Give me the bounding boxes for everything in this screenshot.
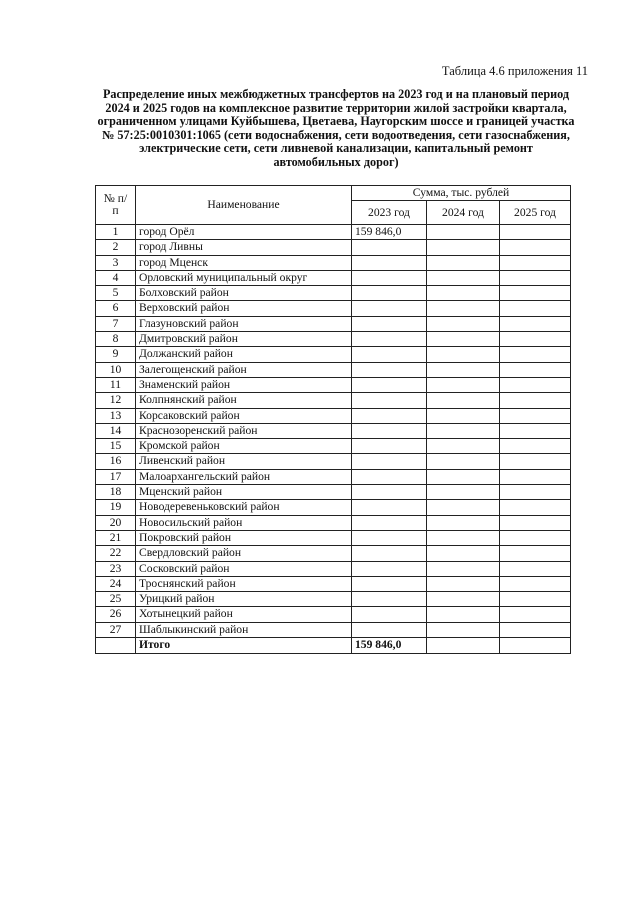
row-value-2025 bbox=[500, 500, 571, 515]
header-name: Наименование bbox=[136, 186, 352, 225]
transfers-table bbox=[95, 185, 571, 654]
row-value-2025 bbox=[500, 469, 571, 484]
row-value-2024 bbox=[427, 546, 500, 561]
row-value-2024 bbox=[427, 240, 500, 255]
row-value-2025 bbox=[500, 225, 571, 240]
row-value-2023 bbox=[352, 286, 427, 301]
table-row bbox=[96, 546, 571, 561]
row-name: Кромской район bbox=[136, 439, 352, 454]
row-value-2025 bbox=[500, 362, 571, 377]
row-name: Троснянский район bbox=[136, 576, 352, 591]
row-number: 23 bbox=[96, 561, 136, 576]
row-name: Колпнянский район bbox=[136, 393, 352, 408]
row-number: 12 bbox=[96, 393, 136, 408]
row-number: 17 bbox=[96, 469, 136, 484]
total-value-2025 bbox=[500, 638, 571, 654]
row-number: 8 bbox=[96, 332, 136, 347]
row-value-2023 bbox=[352, 423, 427, 438]
row-value-2025 bbox=[500, 561, 571, 576]
row-number: 21 bbox=[96, 530, 136, 545]
title-line: Распределение иных межбюджетных трансфертов на 2023 год и на плановый период bbox=[102, 87, 570, 101]
row-value-2025 bbox=[500, 301, 571, 316]
row-name: Орловский муниципальный округ bbox=[136, 270, 352, 285]
table-row bbox=[96, 362, 571, 377]
row-number: 7 bbox=[96, 316, 136, 331]
row-number: 1 bbox=[96, 225, 136, 240]
table-row bbox=[96, 286, 571, 301]
row-value-2025 bbox=[500, 408, 571, 423]
row-value-2023 bbox=[352, 439, 427, 454]
row-value-2023 bbox=[352, 408, 427, 423]
row-value-2023 bbox=[352, 301, 427, 316]
row-number: 14 bbox=[96, 423, 136, 438]
row-name: Глазуновский район bbox=[136, 316, 352, 331]
row-value-2023 bbox=[352, 454, 427, 469]
row-value-2023 bbox=[352, 530, 427, 545]
row-name: Болховский район bbox=[136, 286, 352, 301]
row-name: Урицкий район bbox=[136, 592, 352, 607]
row-value-2024 bbox=[427, 255, 500, 270]
row-value-2024 bbox=[427, 423, 500, 438]
row-number: 24 bbox=[96, 576, 136, 591]
table-row bbox=[96, 255, 571, 270]
table-row bbox=[96, 500, 571, 515]
row-value-2024 bbox=[427, 607, 500, 622]
row-value-2023 bbox=[352, 240, 427, 255]
row-value-2024 bbox=[427, 454, 500, 469]
row-value-2024 bbox=[427, 515, 500, 530]
table-row bbox=[96, 485, 571, 500]
header-2024: 2024 год bbox=[427, 201, 500, 225]
table-row bbox=[96, 316, 571, 331]
table-row bbox=[96, 561, 571, 576]
row-number: 2 bbox=[96, 240, 136, 255]
document-title bbox=[82, 88, 590, 170]
row-number: 15 bbox=[96, 439, 136, 454]
row-value-2023 bbox=[352, 576, 427, 591]
row-name: Корсаковский район bbox=[136, 408, 352, 423]
table-row bbox=[96, 530, 571, 545]
row-value-2024 bbox=[427, 500, 500, 515]
row-value-2025 bbox=[500, 576, 571, 591]
row-value-2025 bbox=[500, 439, 571, 454]
row-value-2025 bbox=[500, 592, 571, 607]
row-value-2023 bbox=[352, 270, 427, 285]
row-value-2024 bbox=[427, 225, 500, 240]
row-value-2025 bbox=[500, 485, 571, 500]
row-name: Новосильский район bbox=[136, 515, 352, 530]
table-row bbox=[96, 377, 571, 392]
row-value-2025 bbox=[500, 255, 571, 270]
row-name: Верховский район bbox=[136, 301, 352, 316]
table-row bbox=[96, 592, 571, 607]
total-row bbox=[96, 638, 571, 654]
table-row bbox=[96, 469, 571, 484]
table-row bbox=[96, 515, 571, 530]
row-value-2024 bbox=[427, 393, 500, 408]
row-value-2023 bbox=[352, 622, 427, 637]
row-name: Малоархангельский район bbox=[136, 469, 352, 484]
row-name: Залегощенский район bbox=[136, 362, 352, 377]
row-value-2024 bbox=[427, 622, 500, 637]
row-number: 18 bbox=[96, 485, 136, 500]
row-value-2024 bbox=[427, 301, 500, 316]
row-value-2024 bbox=[427, 270, 500, 285]
row-value-2023 bbox=[352, 332, 427, 347]
row-value-2023 bbox=[352, 469, 427, 484]
title-line: электрические сети, сети ливневой канализации, капитальный ремонт bbox=[139, 141, 533, 156]
row-name: Знаменский район bbox=[136, 377, 352, 392]
row-name: Дмитровский район bbox=[136, 332, 352, 347]
table-reference: Таблица 4.6 приложения 11 bbox=[441, 64, 588, 78]
row-value-2025 bbox=[500, 270, 571, 285]
row-name: Должанский район bbox=[136, 347, 352, 362]
row-value-2024 bbox=[427, 286, 500, 301]
row-name: Шаблыкинский район bbox=[136, 622, 352, 637]
title-line: ограниченном улицами Куйбышева, Цветаева, Наугорским шоссе и границей участка bbox=[97, 114, 575, 129]
row-value-2023 bbox=[352, 485, 427, 500]
row-name: Хотынецкий район bbox=[136, 607, 352, 622]
row-value-2023 bbox=[352, 561, 427, 576]
header-2023: 2023 год bbox=[352, 201, 427, 225]
row-value-2025 bbox=[500, 347, 571, 362]
header-num: № п/п bbox=[96, 186, 136, 225]
row-value-2024 bbox=[427, 408, 500, 423]
row-number: 3 bbox=[96, 255, 136, 270]
row-number: 13 bbox=[96, 408, 136, 423]
title-line: 2024 и 2025 годов на комплексное развитие территории жилой застройки квартала, bbox=[105, 100, 567, 115]
row-value-2024 bbox=[427, 561, 500, 576]
row-value-2024 bbox=[427, 485, 500, 500]
total-num-cell bbox=[96, 638, 136, 654]
header-sum: Сумма, тыс. рублей bbox=[352, 186, 571, 201]
row-name: Ливенский район bbox=[136, 454, 352, 469]
row-value-2024 bbox=[427, 530, 500, 545]
row-value-2023 bbox=[352, 393, 427, 408]
row-name: Сосковский район bbox=[136, 561, 352, 576]
row-value-2024 bbox=[427, 377, 500, 392]
title-line: № 57:25:0010301:1065 (сети водоснабжения, сети водоотведения, сети газоснабжения, bbox=[102, 127, 570, 142]
row-number: 11 bbox=[96, 377, 136, 392]
row-name: город Орёл bbox=[136, 225, 352, 240]
row-value-2025 bbox=[500, 332, 571, 347]
row-value-2023 bbox=[352, 515, 427, 530]
table-row bbox=[96, 347, 571, 362]
row-number: 19 bbox=[96, 500, 136, 515]
row-value-2024 bbox=[427, 439, 500, 454]
row-value-2025 bbox=[500, 515, 571, 530]
table-row bbox=[96, 270, 571, 285]
row-name: город Мценск bbox=[136, 255, 352, 270]
row-value-2024 bbox=[427, 332, 500, 347]
row-value-2023 bbox=[352, 500, 427, 515]
row-value-2023 bbox=[352, 362, 427, 377]
total-label: Итого bbox=[136, 638, 352, 654]
table-row bbox=[96, 423, 571, 438]
table-row bbox=[96, 607, 571, 622]
row-number: 5 bbox=[96, 286, 136, 301]
row-value-2023 bbox=[352, 607, 427, 622]
total-value-2023: 159 846,0 bbox=[352, 638, 427, 654]
row-number: 25 bbox=[96, 592, 136, 607]
row-value-2025 bbox=[500, 622, 571, 637]
table-row bbox=[96, 393, 571, 408]
row-name: Мценский район bbox=[136, 485, 352, 500]
row-value-2025 bbox=[500, 607, 571, 622]
row-value-2023 bbox=[352, 377, 427, 392]
row-value-2023 bbox=[352, 255, 427, 270]
header-2025: 2025 год bbox=[500, 201, 571, 225]
row-number: 4 bbox=[96, 270, 136, 285]
row-value-2025 bbox=[500, 316, 571, 331]
row-value-2023 bbox=[352, 546, 427, 561]
row-value-2024 bbox=[427, 316, 500, 331]
row-value-2023: 159 846,0 bbox=[352, 225, 427, 240]
row-value-2025 bbox=[500, 393, 571, 408]
table-row bbox=[96, 408, 571, 423]
row-number: 9 bbox=[96, 347, 136, 362]
row-name: Краснозоренский район bbox=[136, 423, 352, 438]
row-value-2024 bbox=[427, 347, 500, 362]
row-value-2025 bbox=[500, 454, 571, 469]
row-value-2023 bbox=[352, 347, 427, 362]
row-name: Новодеревеньковский район bbox=[136, 500, 352, 515]
row-value-2025 bbox=[500, 530, 571, 545]
row-value-2025 bbox=[500, 546, 571, 561]
row-name: город Ливны bbox=[136, 240, 352, 255]
row-value-2025 bbox=[500, 286, 571, 301]
row-value-2024 bbox=[427, 362, 500, 377]
row-value-2024 bbox=[427, 469, 500, 484]
row-value-2025 bbox=[500, 423, 571, 438]
row-number: 20 bbox=[96, 515, 136, 530]
row-number: 10 bbox=[96, 362, 136, 377]
table-row bbox=[96, 576, 571, 591]
row-value-2023 bbox=[352, 592, 427, 607]
table-row bbox=[96, 439, 571, 454]
row-number: 26 bbox=[96, 607, 136, 622]
row-number: 27 bbox=[96, 622, 136, 637]
title-line: автомобильных дорог) bbox=[273, 154, 399, 169]
row-value-2025 bbox=[500, 240, 571, 255]
table-row bbox=[96, 622, 571, 637]
row-number: 16 bbox=[96, 454, 136, 469]
row-value-2025 bbox=[500, 377, 571, 392]
table-row bbox=[96, 225, 571, 240]
table-body bbox=[96, 225, 571, 654]
total-value-2024 bbox=[427, 638, 500, 654]
row-number: 6 bbox=[96, 301, 136, 316]
row-value-2023 bbox=[352, 316, 427, 331]
row-number: 22 bbox=[96, 546, 136, 561]
table-row bbox=[96, 240, 571, 255]
table-row bbox=[96, 332, 571, 347]
row-value-2024 bbox=[427, 576, 500, 591]
table-row bbox=[96, 301, 571, 316]
table-row bbox=[96, 454, 571, 469]
row-name: Свердловский район bbox=[136, 546, 352, 561]
row-name: Покровский район bbox=[136, 530, 352, 545]
row-value-2024 bbox=[427, 592, 500, 607]
